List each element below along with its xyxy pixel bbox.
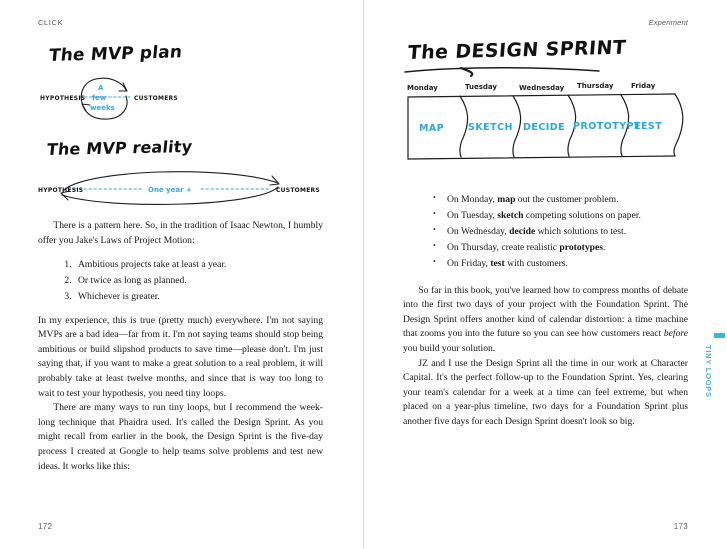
sprint-day-keyword: prototypes [559,242,603,254]
mvp-plan-loop-label-line2: few [92,94,107,102]
list-jakes-laws [38,257,323,305]
edge-tab-tiny-loops [704,333,727,438]
figure-title-mvp-reality: The MVP reality [46,136,194,159]
figure-title-design-sprint: The DESIGN SPRINT [407,36,627,64]
left-page [0,0,363,549]
list-item: 1. Ambitious projects take at least a year. [74,257,323,273]
list-item: 2. Or twice as long as planned. [74,273,323,289]
sprint-day-post: which solutions to test. [535,226,627,238]
mvp-plan-loop-label-line3: weeks [90,104,115,112]
step-label-test: TEST [634,121,663,132]
sprint-day-keyword: decide [509,226,536,238]
paragraph-so-far-in-this-book [403,284,688,357]
right-page [363,0,726,549]
paragraph-part-a: So far in this book, you've learned how to compress months of debate into the first two days of your project with the Foundation Sprint. The Design Sprint offers another kind of calendar distortion: a time machine that zooms you into the future so you can see how customers react [403,284,688,340]
page-number-right: 173 [673,522,688,531]
list-item [433,240,688,256]
sprint-day-keyword: sketch [497,210,524,222]
running-head-left: CLICK [38,18,64,27]
figure-mvp-plan [38,70,323,126]
sprint-day-pre: On Friday, [447,258,491,270]
sprint-day-pre: On Thursday, create realistic [447,242,560,254]
running-head-right: Experiment [648,18,688,27]
list-item: 3. Whichever is greater. [74,289,323,305]
sprint-day-keyword: test [490,258,505,270]
paragraph-part-b: you build your solution. [403,342,496,354]
figure-title-mvp-plan: The MVP plan [48,42,184,66]
paragraph-jz-and-i: JZ and I use the Design Sprint all the time in our work at Character Capital. It's the perfect follow-up to the Foundation Sprint. Yes, clearing your team's calendar for a week at a time can feel extreme, but when placed on a year-plus timeline, two days for a Foundation Sprint plus another five days for each Design Sprint doesn't look so big. [403,357,688,427]
mvp-plan-loop-label-line1: A [98,84,104,92]
list-item [433,192,688,208]
sprint-day-pre: On Wednesday, [447,226,510,238]
sprint-day-pre: On Monday, [447,194,498,205]
paragraph-many-ways-tiny-loops: There are many ways to run tiny loops, but I recommend the week-long technique that Phaidra used. It's called the Design Sprint. As you might recall from earlier in the book, the Design Sprint is the five-day process I created at Google to help teams solve problems and test new ideas. It works like this: [38,402,323,472]
day-label-tuesday: Tuesday [465,83,497,91]
step-label-sketch: SKETCH [468,122,513,133]
sprint-day-post: with customers. [504,258,568,270]
mvp-reality-left-label: HYPOTHESIS [38,187,84,194]
edge-tab-bar [714,333,725,338]
list-item [433,224,688,240]
mvp-reality-right-label: CUSTOMERS [276,187,320,194]
step-label-decide: DECIDE [523,122,566,133]
mvp-plan-left-label: HYPOTHESIS [40,95,86,102]
paragraph-in-my-experience: In my experience, this is true (pretty much) everywhere. I'm not saying MVPs are a bad idea—far from it. I'm not saying teams should stop being ambitious or build slipshod products to save time—please don't. I'm just saying that, if you want to make a great solution to a real problem, it will probably take at least twelve months, and since that is way too long to wait to test your hypothesis, you need tiny loops. [38,314,323,399]
page-number-left: 172 [38,522,53,531]
step-label-map: MAP [419,123,445,134]
edge-tab-label: TINY LOOPS [704,345,713,398]
figure-mvp-reality [38,161,323,213]
mvp-plan-right-label: CUSTOMERS [134,95,178,102]
day-label-monday: Monday [407,84,438,92]
page-gutter-divider [363,0,364,549]
list-item [433,208,688,224]
sprint-day-post: . [602,242,606,254]
day-label-thursday: Thursday [577,82,614,90]
paragraph-pattern-here: There is a pattern here. So, in the tradition of Isaac Newton, I humbly offer you Jake's Laws of Project Motion: [38,220,323,246]
sprint-day-post: competing solutions on paper. [523,210,641,222]
step-label-prototype: PROTOTYPE [573,121,641,132]
mvp-reality-loop-label: One year + [148,186,192,194]
paragraph-italic-before: before [663,328,688,340]
sprint-day-keyword: map [497,194,516,205]
sprint-day-post: out the customer problem. [515,194,619,205]
day-label-wednesday: Wednesday [519,84,565,92]
figure-design-sprint [403,64,688,182]
list-sprint-days [403,192,688,272]
day-label-friday: Friday [631,82,656,90]
list-item [433,256,688,272]
sprint-day-pre: On Tuesday, [447,210,498,222]
